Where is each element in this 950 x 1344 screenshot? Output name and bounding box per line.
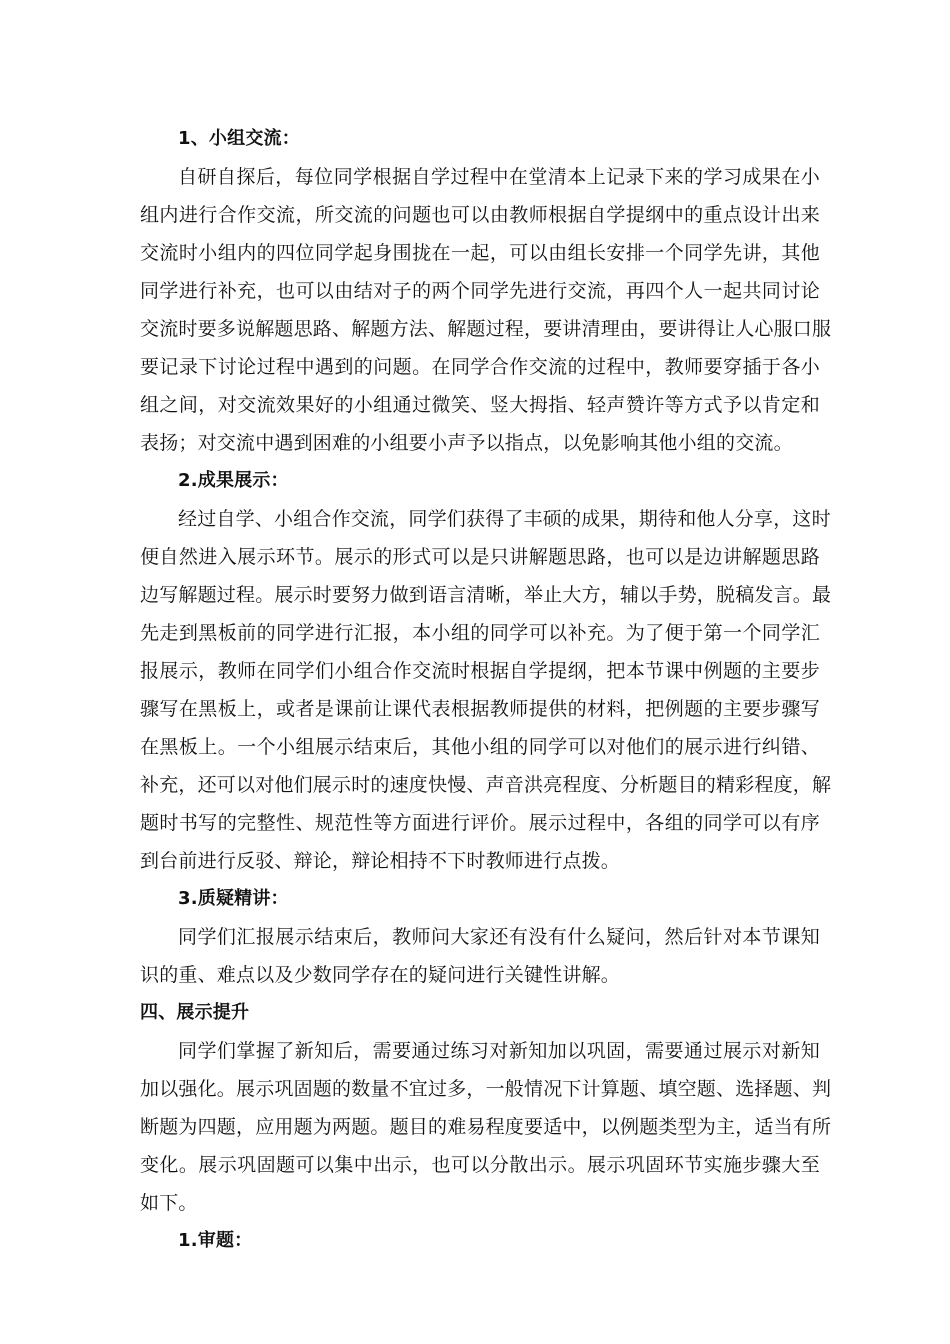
section-paragraph [140,918,820,994]
paragraph-line: 组内进行合作交流，所交流的问题也可以由教师根据自学提纲中的重点设计出来 [140,204,820,226]
section-paragraph [140,1032,832,1222]
section-paragraph [140,158,832,462]
paragraph-line: 表扬；对交流中遇到困难的小组要小声予以指点，以免影响其他小组的交流。 [140,432,793,454]
paragraph-line: 交流时小组内的四位同学起身围拢在一起，可以由组长安排一个同学先讲，其他 [140,242,820,264]
paragraph-line: 同学们汇报展示结束后，教师问大家还有没有什么疑问，然后针对本节课知 [178,926,820,948]
paragraph-line: 在黑板上。一个小组展示结束后，其他小组的同学可以对他们的展示进行纠错、 [140,736,820,758]
paragraph-line: 加以强化。展示巩固题的数量不宜过多，一般情况下计算题、填空题、选择题、判 [140,1078,832,1100]
paragraph-line: 变化。展示巩固题可以集中出示，也可以分散出示。展示巩固环节实施步骤大至 [140,1154,820,1176]
paragraph-line: 断题为四题，应用题为两题。题目的难易程度要适中，以例题类型为主，适当有所 [140,1116,832,1138]
section-heading: 3.质疑精讲： [178,888,289,909]
section-heading: 1.审题： [178,1230,253,1251]
paragraph-line: 要记录下讨论过程中遇到的问题。在同学合作交流的过程中，教师要穿插于各小 [140,356,820,378]
section-heading: 四、展示提升 [140,1002,250,1023]
paragraph-line: 同学进行补充，也可以由结对子的两个同学先进行交流，再四个人一起共同讨论 [140,280,820,302]
paragraph-line: 题时书写的完整性、规范性等方面进行评价。展示过程中，各组的同学可以有序 [140,812,820,834]
paragraph-line: 如下。 [140,1192,198,1214]
paragraph-line: 补充，还可以对他们展示时的速度快慢、声音洪亮程度、分析题目的精彩程度，解 [140,774,832,796]
paragraph-line: 识的重、难点以及少数同学存在的疑问进行关键性讲解。 [140,964,621,986]
section-paragraph [140,500,832,880]
paragraph-line: 交流时要多说解题思路、解题方法、解题过程，要讲清理由，要讲得让人心服口服 [140,318,832,340]
document-body [140,120,832,1260]
paragraph-line: 同学们掌握了新知后，需要通过练习对新知加以巩固，需要通过展示对新知 [178,1040,820,1062]
paragraph-line: 边写解题过程。展示时要努力做到语言清晰，举止大方，辅以手势，脱稿发言。最 [140,584,832,606]
paragraph-line: 组之间，对交流效果好的小组通过微笑、竖大拇指、轻声赞许等方式予以肯定和 [140,394,820,416]
paragraph-line: 报展示，教师在同学们小组合作交流时根据自学提纲，把本节课中例题的主要步 [140,660,820,682]
paragraph-line: 到台前进行反驳、辩论，辩论相持不下时教师进行点拨。 [140,850,621,872]
paragraph-line: 经过自学、小组合作交流，同学们获得了丰硕的成果，期待和他人分享，这时 [178,508,831,530]
paragraph-line: 自研自探后，每位同学根据自学过程中在堂清本上记录下来的学习成果在小 [178,166,820,188]
paragraph-line: 骤写在黑板上，或者是课前让课代表根据教师提供的材料，把例题的主要步骤写 [140,698,820,720]
section-heading: 2.成果展示： [178,470,289,491]
section-heading: 1、小组交流： [178,128,300,149]
paragraph-line: 便自然进入展示环节。展示的形式可以是只讲解题思路，也可以是边讲解题思路 [140,546,820,568]
paragraph-line: 先走到黑板前的同学进行汇报，本小组的同学可以补充。为了便于第一个同学汇 [140,622,820,644]
